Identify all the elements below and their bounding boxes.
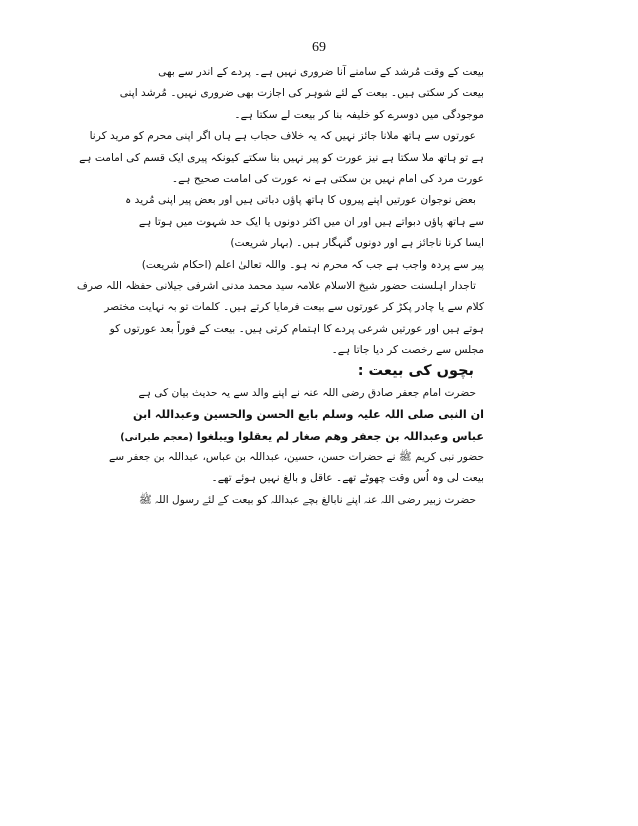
text-line: حضرت امام جعفر صادق رضی اللہ عنہ نے اپنے والد سے یہ حدیث بیان کی ہے — [138, 386, 476, 399]
text-line: کلام سے یا چادر پکڑ کر عورتوں سے بیعت فرمایا کرتے ہیں۔ کلمات تو بہ نہایت مختصر — [104, 301, 484, 314]
arabic-hadith-line — [120, 426, 484, 447]
text-line: حضور نبی کریم ﷺ نے حضرات حسن، حسین، عبداللہ بن عباس، عبداللہ بن جعفر سے — [109, 451, 484, 464]
text-line: عورتوں سے ہاتھ ملانا جائز نہیں کہ یہ خلاف حجاب ہے ہاں اگر اپنی محرم کو مرید کرنا — [89, 130, 476, 143]
text-line: ایسا کرنا ناجائز ہے اور دونوں گنہگار ہیں۔ (بہار شریعت) — [230, 237, 484, 250]
arabic-hadith-line: ان النبی صلی اللہ علیہ وسلم بایع الحسن والحسین وعبداللہ ابن — [132, 408, 484, 422]
text-line: ہوتے ہیں اور عورتیں شرعی پردے کا اہتمام کرتی ہیں۔ بیعت کے فوراً بعد عورتوں کو — [109, 322, 484, 335]
text-line: تاجدار اہلسنت حضور شیخ الاسلام علامہ سید محمد مدنی اشرفی جیلانی حفظہ اللہ صرف — [76, 279, 476, 292]
text-line: موجودگی میں دوسرے کو خلیفہ بنا کر بیعت لے سکتا ہے۔ — [234, 108, 484, 121]
section-heading: بچوں کی بیعت : — [357, 363, 474, 380]
text-line: بیعت کر سکتی ہیں۔ بیعت کے لئے شوہر کی اجازت بھی ضروری نہیں۔ مُرشد اپنی — [119, 87, 484, 100]
text-line: ہے تو ہاتھ ملا سکتا ہے نیز عورت کو پیر نہیں بنا سکتے کیونکہ پیری ایک قسم کی امامت ہے — [79, 151, 484, 164]
text-line: پیر سے پردہ واجب ہے جب کہ محرم نہ ہو۔ واللہ تعالیٰ اعلم (احکام شریعت) — [141, 258, 484, 271]
arabic-hadith-text: عباس وعبداللہ بن جعفر وھم صغار لم یعقلوا ویبلغوا — [196, 429, 484, 443]
text-line: حضرت زبیر رضی اللہ عنہ اپنے نابالغ بچے عبداللہ کو بیعت کے لئے رسول اللہ ﷺ — [139, 493, 476, 506]
text-line: مجلس سے رخصت کر دیا جاتا ہے۔ — [331, 344, 484, 357]
page-body — [76, 62, 484, 511]
text-line: بیعت کے وقت مُرشد کے سامنے آنا ضروری نہیں ہے۔ پردے کے اندر سے بھی — [158, 66, 484, 78]
text-line: عورت مرد کی امام نہیں بن سکتی ہے نہ عورت کی امامت صحیح ہے۔ — [171, 172, 484, 185]
text-line: بعض نوجوان عورتیں اپنے پیروں کا ہاتھ پاؤں دباتی ہیں اور بعض پیر اپنی مُرید ہ — [125, 194, 476, 207]
hadith-citation: (معجم طبرانی) — [120, 431, 193, 443]
page-number: 69 — [312, 40, 326, 55]
text-line: بیعت لی وہ اُس وقت چھوٹے تھے۔ عاقل و بالغ نہیں ہوئے تھے۔ — [211, 472, 484, 485]
text-line: سے ہاتھ پاؤں دبواتے ہیں اور ان میں اکثر دونوں یا ایک حد شہوت میں ہوتا ہے — [138, 215, 484, 228]
